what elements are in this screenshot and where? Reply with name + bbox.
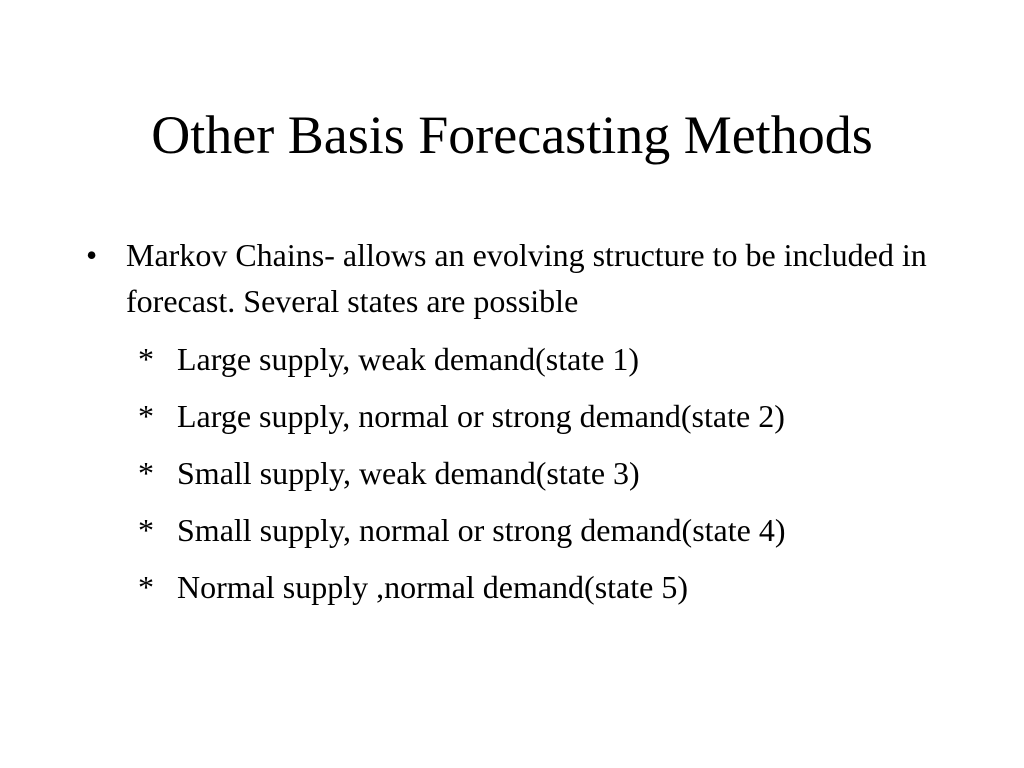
state-item-2 — [86, 388, 966, 445]
state-label-5: Normal supply ,normal demand(state 5) — [177, 569, 688, 605]
state-label-2: Large supply, normal or strong demand(state 2) — [177, 398, 785, 434]
bullet-text: Markov Chains- allows an evolving structure to be included in forecast. Several states are possible — [126, 237, 927, 319]
slide-title: Other Basis Forecasting Methods — [151, 105, 873, 165]
asterisk-marker: * — [138, 341, 154, 377]
state-label-3: Small supply, weak demand(state 3) — [177, 455, 640, 491]
asterisk-marker: * — [138, 455, 154, 491]
bullet-block — [86, 232, 966, 616]
asterisk-marker: * — [138, 569, 154, 605]
states-list — [86, 331, 966, 616]
state-item-4 — [86, 502, 966, 559]
state-item-5 — [86, 559, 966, 616]
bullet-markov-chains — [86, 232, 966, 324]
state-item-3 — [86, 445, 966, 502]
state-item-1 — [86, 331, 966, 388]
state-label-1: Large supply, weak demand(state 1) — [177, 341, 640, 377]
bullet-dot: • — [86, 237, 98, 273]
asterisk-marker: * — [138, 512, 154, 548]
state-label-4: Small supply, normal or strong demand(state 4) — [177, 512, 786, 548]
asterisk-marker: * — [138, 398, 154, 434]
